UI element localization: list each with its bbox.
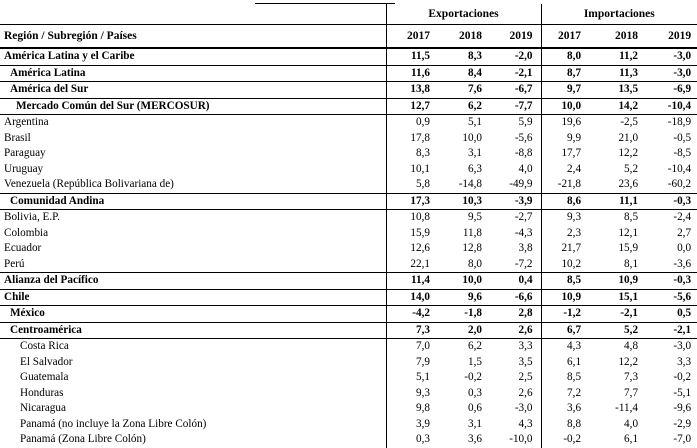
import-value: 5,2 — [624, 162, 639, 175]
import-value: 6,1 — [624, 433, 639, 446]
row-label: Venezuela (República Bolivariana de) — [0, 177, 386, 193]
export-value: -10,0 — [509, 433, 533, 446]
import-value: 7,3 — [624, 371, 639, 384]
export-value: 2,8 — [491, 306, 541, 323]
import-value: -1,2 — [541, 306, 594, 323]
row-label: Honduras — [20, 386, 64, 399]
export-value: 7,0 — [386, 339, 441, 355]
import-value: 0,5 — [647, 306, 697, 323]
export-value: 11,8 — [462, 226, 482, 239]
import-value: -0,2 — [673, 371, 692, 384]
export-value: 3,6 — [468, 433, 482, 446]
export-value: 3,5 — [518, 355, 533, 368]
import-value: 15,9 — [618, 242, 639, 255]
import-value: 13,5 — [594, 82, 647, 99]
import-value: 7,2 — [541, 386, 594, 402]
export-value: 9,3 — [386, 386, 441, 402]
row-label: México — [0, 306, 386, 323]
export-value: 12,6 — [386, 241, 441, 257]
imports-group-header: Importaciones — [541, 4, 697, 25]
import-value: 12,1 — [618, 226, 639, 239]
table-row — [0, 210, 697, 226]
import-value: 10,0 — [541, 98, 594, 115]
table-row — [0, 432, 697, 448]
import-value: -6,9 — [647, 82, 697, 99]
import-value: 4,3 — [541, 339, 594, 355]
export-value: 2,5 — [518, 371, 533, 384]
table-row — [0, 82, 697, 99]
import-value: -10,4 — [647, 98, 697, 115]
import-value: -3,0 — [673, 340, 692, 353]
export-value: 11,5 — [386, 48, 441, 65]
import-value: -11,4 — [615, 402, 639, 415]
export-value: 4,3 — [518, 417, 533, 430]
row-label: Nicaragua — [20, 402, 66, 415]
export-value: 11,6 — [386, 65, 441, 82]
import-value: -21,8 — [541, 177, 594, 193]
export-value: 1,5 — [468, 355, 482, 368]
export-value: 6,2 — [441, 98, 491, 115]
export-value: 3,3 — [518, 340, 533, 353]
import-value: -3,0 — [647, 65, 697, 82]
export-value: 17,8 — [386, 131, 441, 147]
export-value: 0,3 — [468, 386, 482, 399]
column-header-row — [0, 25, 697, 49]
import-value: 11,1 — [594, 193, 647, 210]
export-value: 2,6 — [491, 322, 541, 339]
export-value: 0,9 — [386, 115, 441, 131]
import-value: 15,1 — [594, 289, 647, 306]
export-value: 14,0 — [386, 289, 441, 306]
row-label: Centroamérica — [0, 322, 386, 339]
year-header: 2017 — [386, 25, 441, 49]
import-value: -2,4 — [673, 211, 692, 224]
import-value: 8,5 — [541, 273, 594, 290]
import-value: -60,2 — [647, 177, 697, 193]
import-value: 8,5 — [624, 211, 639, 224]
export-value: 10,3 — [441, 193, 491, 210]
import-value: 3,6 — [541, 401, 594, 417]
import-value: -7,0 — [673, 433, 692, 446]
region-column-header: Región / Subregión / Países — [0, 25, 386, 49]
import-value: -3,6 — [647, 257, 697, 273]
export-value: -14,8 — [441, 177, 491, 193]
import-value: 7,7 — [624, 386, 639, 399]
export-value: -4,2 — [386, 306, 441, 323]
table-row — [0, 115, 697, 131]
table-row — [0, 241, 697, 257]
import-value: -0,2 — [541, 432, 594, 448]
import-value: 10,9 — [594, 273, 647, 290]
import-value: 0,0 — [677, 242, 692, 255]
import-value: -0,5 — [673, 131, 692, 144]
import-value: 9,3 — [541, 210, 594, 226]
export-value: 3,9 — [386, 417, 441, 433]
export-value: 5,1 — [386, 370, 441, 386]
export-value: 13,8 — [386, 82, 441, 99]
year-header: 2018 — [441, 25, 491, 49]
export-value: -2,1 — [491, 65, 541, 82]
export-value: -8,8 — [514, 147, 533, 160]
export-value: 5,8 — [386, 177, 441, 193]
import-value: 8,8 — [541, 417, 594, 433]
export-value: 8,3 — [441, 48, 491, 65]
export-value: 10,8 — [386, 210, 441, 226]
export-value: -0,2 — [464, 371, 482, 384]
import-value: 19,6 — [541, 115, 594, 131]
year-header: 2019 — [491, 25, 541, 49]
export-value: 22,1 — [386, 257, 441, 273]
import-value: -9,6 — [673, 402, 692, 415]
import-value: 17,7 — [541, 146, 594, 162]
export-value: 0,6 — [468, 402, 482, 415]
export-value: -3,9 — [491, 193, 541, 210]
import-value: 6,7 — [541, 322, 594, 339]
import-value: -2,5 — [620, 116, 639, 129]
export-value: 2,0 — [441, 322, 491, 339]
table-row — [0, 162, 697, 178]
export-value: 9,8 — [386, 401, 441, 417]
row-label: Panamá (Zona Libre Colón) — [20, 433, 146, 446]
import-value: 5,2 — [594, 322, 647, 339]
export-value: 9,5 — [468, 211, 482, 224]
export-value: -3,0 — [514, 402, 533, 415]
import-value: 8,5 — [541, 370, 594, 386]
table-row — [0, 370, 697, 386]
import-value: 8,1 — [594, 257, 647, 273]
export-value: 2,6 — [518, 386, 533, 399]
row-label: Paraguay — [4, 147, 46, 160]
export-value: -2,0 — [491, 48, 541, 65]
export-value: 0,3 — [386, 432, 441, 448]
table-row — [0, 177, 697, 193]
export-value: 10,1 — [386, 162, 441, 178]
import-value: 21,7 — [541, 241, 594, 257]
export-value: 3,1 — [468, 147, 482, 160]
import-value: -3,0 — [647, 48, 697, 65]
row-label: Perú — [0, 257, 386, 273]
import-value: 2,7 — [677, 226, 692, 239]
import-value: -5,6 — [647, 289, 697, 306]
export-value: 17,3 — [386, 193, 441, 210]
import-value: -10,4 — [667, 162, 692, 175]
table-row — [0, 417, 697, 433]
export-value: 15,9 — [386, 226, 441, 242]
export-value: -49,9 — [491, 177, 541, 193]
export-value: 0,4 — [491, 273, 541, 290]
export-value: 6,2 — [468, 340, 482, 353]
export-value: -1,8 — [441, 306, 491, 323]
import-value: 10,2 — [541, 257, 594, 273]
row-label: Comunidad Andina — [0, 193, 386, 210]
import-value: -18,9 — [667, 116, 692, 129]
trade-growth-table — [0, 4, 697, 448]
table-row — [0, 131, 697, 147]
import-value: 8,0 — [541, 48, 594, 65]
import-value: 9,9 — [541, 131, 594, 147]
import-value: 14,2 — [594, 98, 647, 115]
row-label: América Latina — [0, 65, 386, 82]
export-value: -6,7 — [491, 82, 541, 99]
row-label: Mercado Común del Sur (MERCOSUR) — [0, 98, 386, 115]
row-label: América Latina y el Caribe — [0, 48, 386, 65]
import-value: -8,5 — [673, 147, 692, 160]
row-label: Chile — [0, 289, 386, 306]
export-value: 12,7 — [386, 98, 441, 115]
import-value: 2,4 — [541, 162, 594, 178]
row-label: Ecuador — [4, 242, 42, 255]
export-value: 8,4 — [441, 65, 491, 82]
import-value: 6,1 — [541, 355, 594, 371]
import-value: -2,1 — [647, 322, 697, 339]
import-value: 10,9 — [541, 289, 594, 306]
empty-header-cell — [0, 4, 386, 25]
row-label: América del Sur — [0, 82, 386, 99]
table-row — [0, 146, 697, 162]
export-value: 8,3 — [386, 146, 441, 162]
export-value: 10,0 — [462, 131, 482, 144]
table-row — [0, 355, 697, 371]
column-group-header — [0, 4, 697, 25]
table-row — [0, 401, 697, 417]
row-label: Colombia — [4, 226, 49, 239]
import-value: 8,7 — [541, 65, 594, 82]
table-row — [0, 193, 697, 210]
row-label: Alianza del Pacífico — [0, 273, 386, 290]
row-label: Bolivia, E.P. — [4, 211, 60, 224]
export-value: 4,0 — [518, 162, 533, 175]
export-value: -2,7 — [514, 211, 533, 224]
table-row — [0, 65, 697, 82]
export-value: 3,8 — [518, 242, 533, 255]
row-label: Guatemala — [20, 371, 69, 384]
table-row — [0, 289, 697, 306]
import-value: 3,3 — [677, 355, 692, 368]
import-value: 9,7 — [541, 82, 594, 99]
import-value: 11,3 — [594, 65, 647, 82]
export-value: -5,6 — [514, 131, 533, 144]
import-value: 8,6 — [541, 193, 594, 210]
row-label: Panamá (no incluye la Zona Libre Colón) — [20, 417, 207, 430]
table-row — [0, 257, 697, 273]
export-value: 3,1 — [468, 417, 482, 430]
import-value: 11,2 — [594, 48, 647, 65]
import-value: 21,0 — [618, 131, 639, 144]
import-value: 12,2 — [618, 355, 639, 368]
export-value: 11,4 — [386, 273, 441, 290]
export-value: 8,0 — [441, 257, 491, 273]
row-label: Brasil — [4, 131, 31, 144]
row-label: El Salvador — [20, 355, 73, 368]
exports-group-header: Exportaciones — [386, 4, 541, 25]
import-value: -2,9 — [673, 417, 692, 430]
import-value: 4,8 — [624, 340, 639, 353]
export-value: -7,7 — [491, 98, 541, 115]
import-value: -0,3 — [647, 273, 697, 290]
export-value: 7,3 — [386, 322, 441, 339]
import-value: 4,0 — [624, 417, 639, 430]
export-value: 12,8 — [462, 242, 482, 255]
table-row — [0, 339, 697, 355]
row-label: Uruguay — [4, 162, 44, 175]
table-row — [0, 273, 697, 290]
table-row — [0, 306, 697, 323]
year-header: 2018 — [594, 25, 647, 49]
import-value: -5,1 — [673, 386, 692, 399]
export-value: 6,3 — [468, 162, 482, 175]
table-row — [0, 98, 697, 115]
export-value: -6,6 — [491, 289, 541, 306]
row-label: Costa Rica — [20, 340, 69, 353]
import-value: -2,1 — [594, 306, 647, 323]
year-header: 2019 — [647, 25, 697, 49]
export-value: 5,9 — [518, 116, 533, 129]
row-label: Argentina — [4, 116, 49, 129]
export-value: 9,6 — [441, 289, 491, 306]
import-value: 2,3 — [541, 226, 594, 242]
export-value: -4,3 — [514, 226, 533, 239]
export-value: -7,2 — [491, 257, 541, 273]
export-value: 7,9 — [386, 355, 441, 371]
export-value: 10,0 — [441, 273, 491, 290]
table-row — [0, 322, 697, 339]
year-header: 2017 — [541, 25, 594, 49]
table-row — [0, 226, 697, 242]
export-value: 5,1 — [468, 116, 482, 129]
table-row — [0, 48, 697, 65]
import-value: 23,6 — [594, 177, 647, 193]
import-value: 12,2 — [618, 147, 639, 160]
export-value: 7,6 — [441, 82, 491, 99]
import-value: -0,3 — [647, 193, 697, 210]
table-row — [0, 386, 697, 402]
